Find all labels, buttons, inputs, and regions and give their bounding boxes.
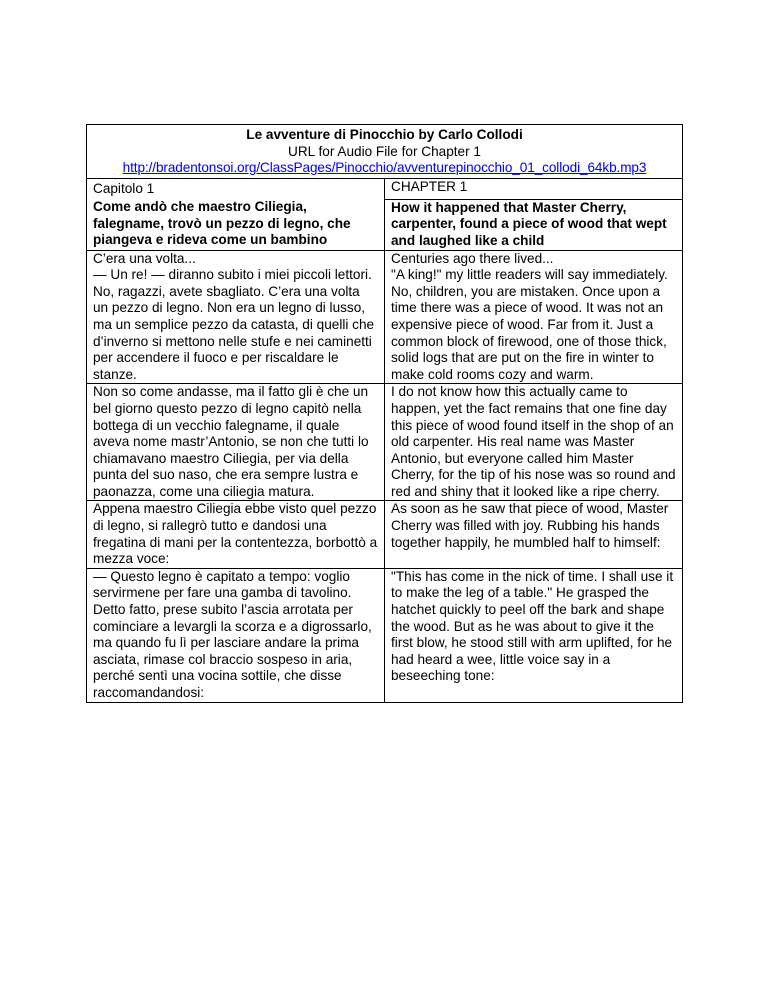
paragraph-row bbox=[87, 250, 683, 384]
italian-line: — Un re! — diranno subito i miei piccoli lettori. bbox=[93, 267, 372, 283]
chapter-label-italian: Capitolo 1 bbox=[93, 180, 155, 196]
english-line: I do not know how this actually came to happen, yet the fact remains that one fine day this piece of wood found itself in the shop of an old carpenter. His real name was Master Antonio, but everyone called him Master Cherry, for the tip of his nose was so round and red and shiny that it looked like a ripe cherry. bbox=[391, 384, 676, 499]
italian-text-cell bbox=[87, 384, 385, 501]
english-line: "A king!" my little readers will say immediately. bbox=[391, 267, 668, 283]
italian-text-cell bbox=[87, 501, 385, 568]
bilingual-table bbox=[86, 124, 683, 703]
chapter-left-cell bbox=[87, 178, 385, 199]
header-row bbox=[87, 125, 683, 179]
english-text-cell bbox=[385, 568, 683, 702]
bilingual-document bbox=[86, 124, 682, 703]
heading-row bbox=[87, 199, 683, 250]
italian-line: — Questo legno è capitato a tempo: voglio servirmene per fare una gamba di tavolino. Detto fatto, prese subito l’ascia arrotata per cominciare a levargli la scorza e a digrossarlo, ma quando fu lì per lasciare andare la prima asciata, rimase col braccio sospeso in aria, perché sentì una vocina sottile, che disse raccomandandosi: bbox=[93, 568, 372, 700]
italian-text-cell bbox=[87, 568, 385, 702]
italian-line: Non so come andasse, ma il fatto gli è che un bel giorno questo pezzo di legno capitò nella bottega di un vecchio falegname, il quale aveva nome mastr’Antonio, se non che tutti lo chiamavano maestro Ciliegia, per via della punta del suo naso, che era sempre lustra e paonazza, come una ciliegia matura. bbox=[93, 384, 369, 499]
english-line: No, children, you are mistaken. Once upon a time there was a piece of wood. It was not an expensive piece of wood. Far from it. Just a common block of firewood, one of those thick, solid logs that are put on the fire in winter to make cold rooms cozy and warm. bbox=[391, 283, 667, 382]
chapter-label-english: CHAPTER 1 bbox=[391, 178, 468, 194]
chapter-right-cell bbox=[385, 178, 683, 199]
paragraph-row bbox=[87, 501, 683, 568]
english-text-cell bbox=[385, 384, 683, 501]
heading-english: How it happened that Master Cherry, carpenter, found a piece of wood that wept and laughed like a child bbox=[391, 199, 667, 248]
paragraph-row bbox=[87, 568, 683, 702]
english-text-cell bbox=[385, 250, 683, 384]
header-cell bbox=[87, 125, 683, 179]
italian-line: Appena maestro Ciliegia ebbe visto quel pezzo di legno, si rallegrò tutto e dandosi una fregatina di mani per la contentezza, borbottò a mezza voce: bbox=[93, 501, 378, 567]
heading-italian-cell bbox=[87, 199, 385, 250]
paragraph-row bbox=[87, 384, 683, 501]
italian-text-cell bbox=[87, 250, 385, 384]
english-line: Centuries ago there lived... bbox=[391, 250, 554, 266]
italian-line: C’era una volta... bbox=[93, 250, 196, 266]
italian-line: No, ragazzi, avete sbagliato. C’era una volta un pezzo di legno. Non era un legno di lusso, ma un semplice pezzo da catasta, di quelli che d’inverno si mettono nelle stufe e nei caminetti per accendere il fuoco e per riscaldare le stanze. bbox=[93, 283, 375, 382]
chapter-row bbox=[87, 178, 683, 199]
heading-italian: Come andò che maestro Ciliegia, falegname, trovò un pezzo di legno, che piangeva e rideva come un bambino bbox=[93, 199, 351, 248]
english-text-cell bbox=[385, 501, 683, 568]
heading-english-cell bbox=[385, 199, 683, 250]
document-title: Le avventure di Pinocchio by Carlo Collodi bbox=[246, 127, 523, 142]
english-line: "This has come in the nick of time. I shall use it to make the leg of a table." He grasped the hatchet quickly to peel off the bark and shape the wood. But as he was about to give it the first blow, he stood still with arm uplifted, for he had heard a wee, little voice say in a beseeching tone: bbox=[391, 568, 674, 684]
audio-file-caption: URL for Audio File for Chapter 1 bbox=[288, 143, 481, 159]
audio-file-link[interactable]: http://bradentonsoi.org/ClassPages/Pinocchio/avventurepinocchio_01_collodi_64kb.mp3 bbox=[122, 160, 647, 176]
english-line: As soon as he saw that piece of wood, Master Cherry was filled with joy. Rubbing his hands together happily, he mumbled half to himself: bbox=[391, 501, 669, 550]
